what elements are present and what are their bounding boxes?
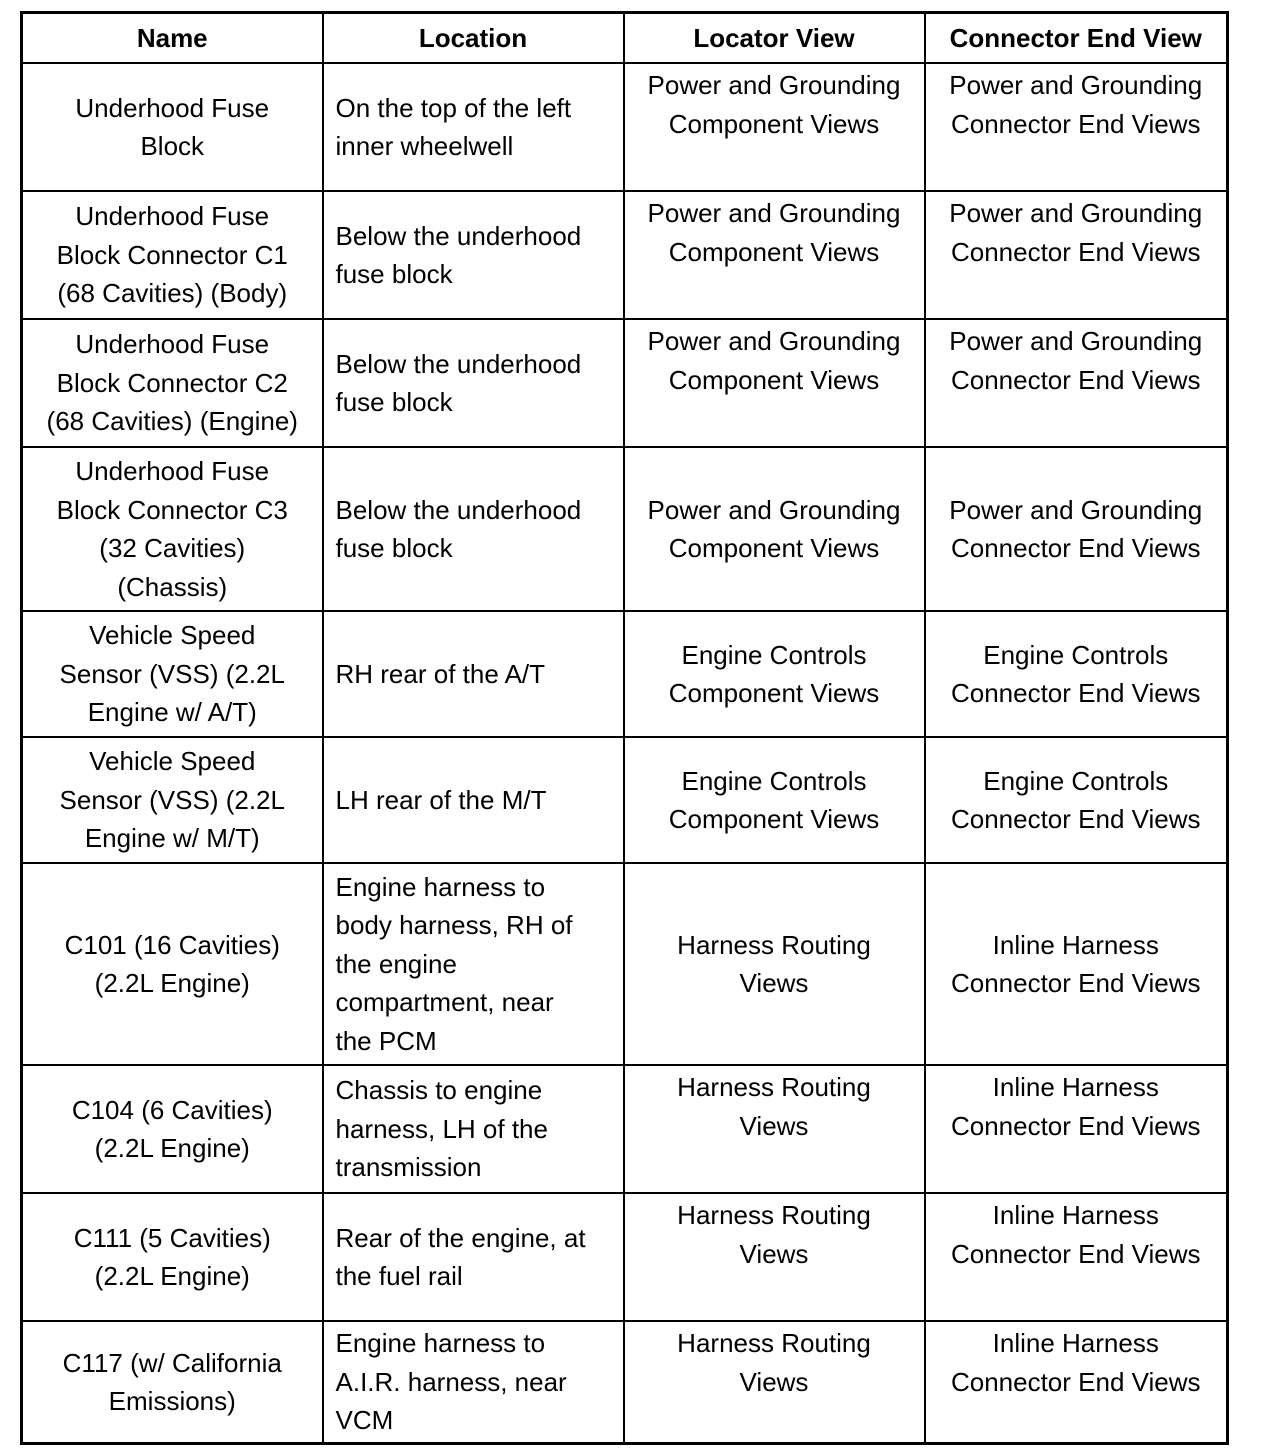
cell-location: On the top of the left inner wheelwell xyxy=(323,63,624,191)
header-connector-end-view: Connector End View xyxy=(925,13,1228,64)
cell-location: Below the underhood fuse block xyxy=(323,319,624,447)
header-location: Location xyxy=(323,13,624,64)
cell-locator-view: Harness Routing Views xyxy=(624,1065,925,1193)
cell-locator-view: Power and Grounding Component Views xyxy=(624,191,925,319)
cell-name: Underhood Fuse Block Connector C2 (68 Cavities) (Engine) xyxy=(22,319,323,447)
cell-connector-end-view: Inline Harness Connector End Views xyxy=(925,1321,1228,1444)
cell-connector-end-view: Power and Grounding Connector End Views xyxy=(925,319,1228,447)
table-row xyxy=(22,319,1228,447)
table-row xyxy=(22,1065,1228,1193)
header-row xyxy=(22,13,1228,64)
table-row xyxy=(22,63,1228,191)
table-row xyxy=(22,863,1228,1065)
cell-locator-view: Harness Routing Views xyxy=(624,863,925,1065)
cell-location: Engine harness to body harness, RH of the engine compartment, near the PCM xyxy=(323,863,624,1065)
table-row xyxy=(22,737,1228,863)
table-row xyxy=(22,191,1228,319)
cell-name: Underhood Fuse Block Connector C3 (32 Cavities) (Chassis) xyxy=(22,447,323,611)
cell-locator-view: Power and Grounding Component Views xyxy=(624,447,925,611)
cell-connector-end-view: Power and Grounding Connector End Views xyxy=(925,63,1228,191)
cell-locator-view: Harness Routing Views xyxy=(624,1321,925,1444)
table-row xyxy=(22,447,1228,611)
cell-name: C111 (5 Cavities) (2.2L Engine) xyxy=(22,1193,323,1321)
cell-name: Vehicle Speed Sensor (VSS) (2.2L Engine w/ M/T) xyxy=(22,737,323,863)
cell-connector-end-view: Power and Grounding Connector End Views xyxy=(925,191,1228,319)
cell-connector-end-view: Inline Harness Connector End Views xyxy=(925,1193,1228,1321)
cell-name: C117 (w/ California Emissions) xyxy=(22,1321,323,1444)
cell-location: RH rear of the A/T xyxy=(323,611,624,737)
cell-name: Vehicle Speed Sensor (VSS) (2.2L Engine w/ A/T) xyxy=(22,611,323,737)
cell-name: Underhood Fuse Block Connector C1 (68 Cavities) (Body) xyxy=(22,191,323,319)
table-row xyxy=(22,611,1228,737)
cell-connector-end-view: Engine Controls Connector End Views xyxy=(925,737,1228,863)
cell-locator-view: Power and Grounding Component Views xyxy=(624,63,925,191)
cell-locator-view: Engine Controls Component Views xyxy=(624,611,925,737)
cell-connector-end-view: Engine Controls Connector End Views xyxy=(925,611,1228,737)
cell-connector-end-view: Inline Harness Connector End Views xyxy=(925,1065,1228,1193)
cell-name: C101 (16 Cavities) (2.2L Engine) xyxy=(22,863,323,1065)
table-row xyxy=(22,1321,1228,1444)
cell-name: Underhood Fuse Block xyxy=(22,63,323,191)
cell-locator-view: Engine Controls Component Views xyxy=(624,737,925,863)
header-name: Name xyxy=(22,13,323,64)
cell-name: C104 (6 Cavities) (2.2L Engine) xyxy=(22,1065,323,1193)
cell-locator-view: Harness Routing Views xyxy=(624,1193,925,1321)
cell-location: Below the underhood fuse block xyxy=(323,191,624,319)
cell-locator-view: Power and Grounding Component Views xyxy=(624,319,925,447)
cell-location: Rear of the engine, at the fuel rail xyxy=(323,1193,624,1321)
cell-connector-end-view: Power and Grounding Connector End Views xyxy=(925,447,1228,611)
cell-location: Below the underhood fuse block xyxy=(323,447,624,611)
cell-connector-end-view: Inline Harness Connector End Views xyxy=(925,863,1228,1065)
connector-reference-table xyxy=(20,11,1229,1445)
cell-location: LH rear of the M/T xyxy=(323,737,624,863)
table-row xyxy=(22,1193,1228,1321)
cell-location: Engine harness to A.I.R. harness, near VCM xyxy=(323,1321,624,1444)
cell-location: Chassis to engine harness, LH of the transmission xyxy=(323,1065,624,1193)
header-locator-view: Locator View xyxy=(624,13,925,64)
